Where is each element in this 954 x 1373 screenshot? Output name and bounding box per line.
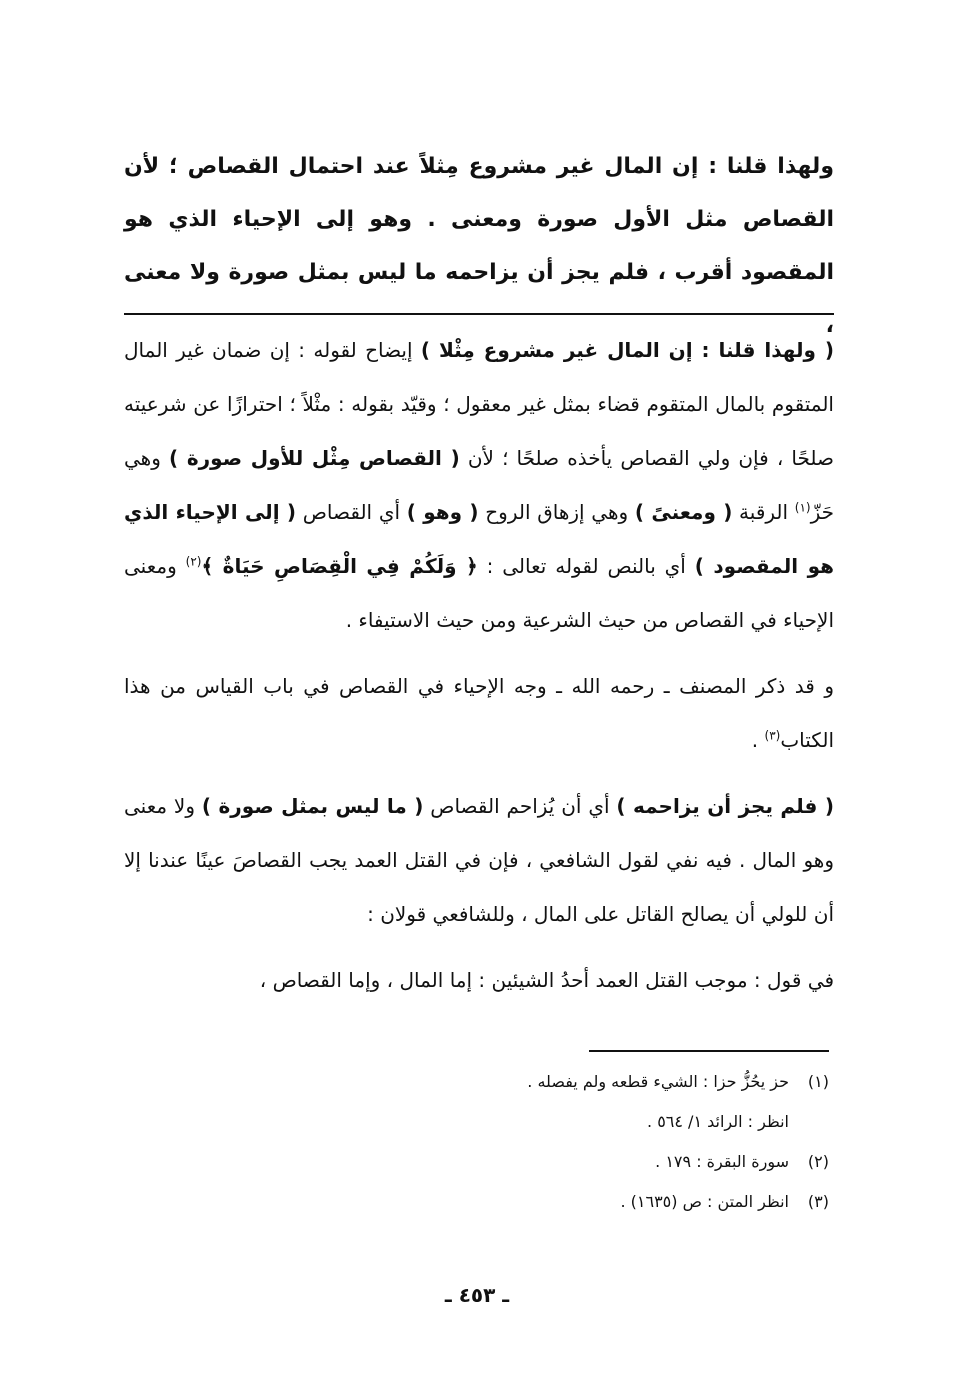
commentary-text: أي بالنص لقوله تعالى : <box>477 554 695 578</box>
footnote-text: حز يحُزُّ حزا : الشيء قطعه ولم يفصله . <box>527 1072 789 1091</box>
text-separator-rule <box>124 313 834 315</box>
footnote-ref-3[interactable]: (٣) <box>764 728 781 743</box>
footnote-text: سورة البقرة : ١٧٩ . <box>655 1152 789 1171</box>
commentary-text: ولا معنى وهو المال . فيه نفي لقول الشافعي ، فإن في القتل العمد يجب القصاصَ عينًا عندنا إلا أن للولي أن يصالح القاتل على المال ، وللشافعي قولان : <box>124 794 834 926</box>
quoted-text: ( وهو ) <box>406 500 479 524</box>
commentary-paragraph-1 <box>124 323 834 647</box>
matn-text: ولهذا قلنا : إن المال غير مشروع مِثلاً عند احتمال القصاص ؛ لأن القصاص مثل الأول صورة ومعنى . وهو إلى الإحياء الذي هو المقصود أقرب ، فلم يجز أن يزاحمه ما ليس بمثل صورة ولا معنى ، <box>124 154 834 338</box>
commentary-paragraph-2 <box>124 659 834 767</box>
footnote-separator-rule <box>589 1050 829 1052</box>
commentary-text: أي أن يُزاحم القصاص <box>423 794 617 818</box>
footnote-1-continuation: انظر : الرائد ١/ ٥٦٤ . <box>647 1112 789 1131</box>
footnote-1 <box>119 1062 829 1102</box>
quoted-text: ( ولهذا قلنا : إن المال غير مشروع مِثْلا ) <box>420 338 834 362</box>
footnote-number: (١) <box>807 1072 829 1091</box>
commentary-text: وهي إزهاق الروح <box>478 500 635 524</box>
footnote-2 <box>119 1142 829 1182</box>
quran-verse: ﴿ وَلَكُمْ فِي الْقِصَاصِ حَيَاةٌ ﴾ <box>201 554 478 578</box>
footnote-number: (٢) <box>807 1152 829 1171</box>
commentary-paragraph-3 <box>124 779 834 941</box>
quoted-text: ( إلى الإحياء الذي هو المقصود ) <box>124 500 834 578</box>
footnote-ref-1[interactable]: (١) <box>794 500 811 515</box>
quoted-text: ( ومعنىً ) <box>634 500 733 524</box>
commentary-text: و قد ذكر المصنف ـ رحمه الله ـ وجه الإحياء في القصاص في باب القياس من هذا الكتاب <box>124 674 834 752</box>
commentary-text: أي القصاص <box>296 500 407 524</box>
quoted-text: ( ما ليس بمثل صورة ) <box>201 794 424 818</box>
commentary-text: إيضاح لقوله : إن ضمان غير المال المتقوم بالمال المتقوم قضاء بمثل غير معقول ؛ وقيّد بقوله : مثْلاً ؛ احترازًا عن شرعيته صلحًا ، فإن ولي القصاص يأخذه صلحًا ؛ لأن <box>124 338 834 470</box>
commentary-text: الرقبة <box>732 500 795 524</box>
commentary-text: وهي حَزّ <box>124 446 835 524</box>
quoted-text: ( القصاص مِثْل للأول صورة ) <box>168 446 460 470</box>
footnote-text: انظر المتن : ص (١٦٣٥) . <box>620 1192 789 1211</box>
footnote-3 <box>119 1182 829 1222</box>
commentary-paragraph-4: في قول : موجب القتل العمد أحدُ الشيئين : إما المال ، وإما القصاص ، <box>259 968 834 992</box>
footnote-number: (٣) <box>807 1192 829 1211</box>
commentary-text: ومعنى الإحياء في القصاص من حيث الشرعية ومن حيث الاستيفاء . <box>124 554 834 632</box>
page-number: ـ ٤٥٣ ـ <box>444 1283 510 1307</box>
footnotes <box>119 1062 829 1222</box>
footnote-ref-2[interactable]: (٢) <box>185 554 202 569</box>
commentary <box>124 323 834 1007</box>
commentary-text: . <box>751 728 765 752</box>
quoted-text: ( فلم يجز أن يزاحمه ) <box>616 794 834 818</box>
